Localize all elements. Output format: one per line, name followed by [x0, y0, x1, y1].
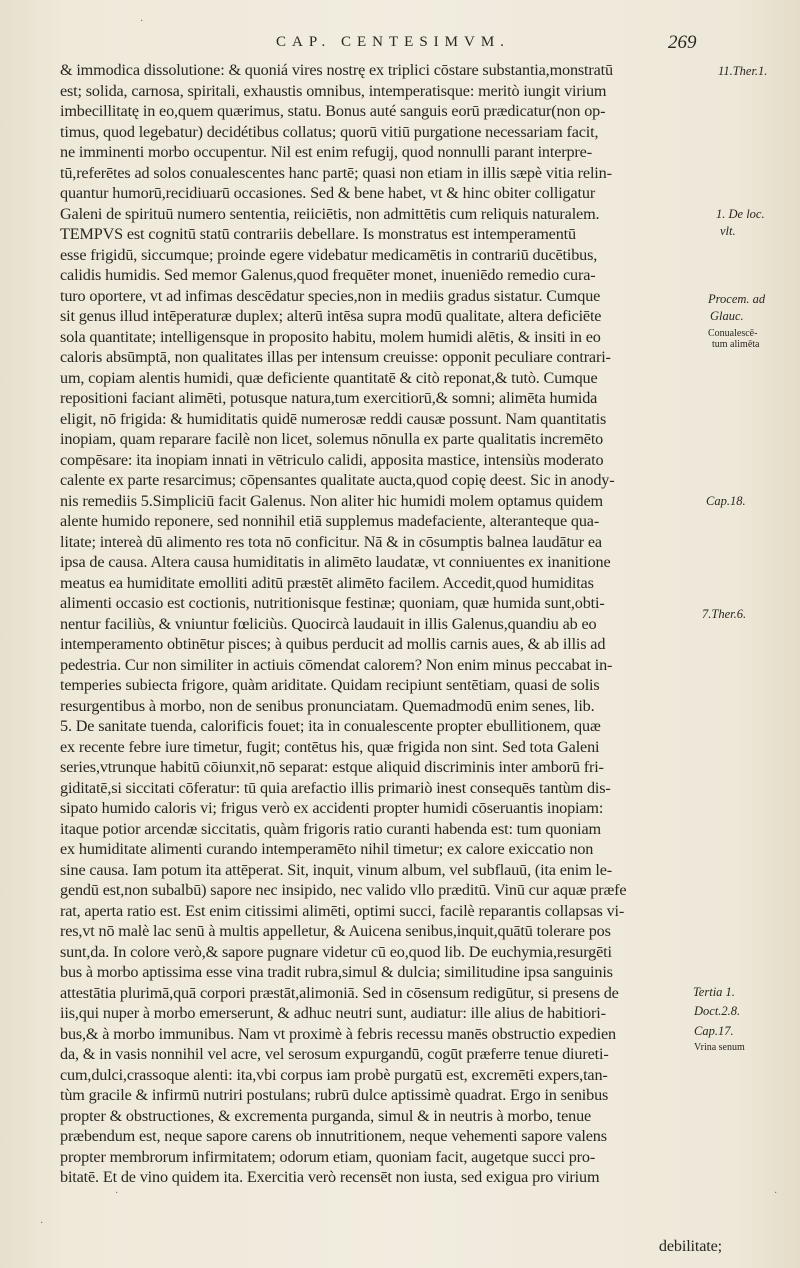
text-line: attestātia plurimā,quā corpori præstāt,alimoniā. Sed in cōsensum redigūtur, si presens de [60, 983, 619, 1002]
text-line: eligit, nō frigida: & humiditatis quidē numerosæ reddi causæ possunt. Nam quantitatis [60, 409, 607, 428]
text-line: litate; intereà dū alimento res tota nō conficitur. Nā & in cōsumptis balnea laudātur ea [60, 532, 602, 551]
text-line: calidis humidis. Sed memor Galenus,quod frequēter monet, inueniēdo remedio cura- [60, 266, 596, 284]
body-text [60, 60, 710, 1188]
text-line: TEMPVS est cognitū statū contrariis debellare. Is monstratus est intemperamentū [60, 225, 576, 243]
text-line: esse frigidū, siccumque; proinde egere videbatur medicamētis in contrariū ducētibus, [60, 245, 598, 264]
text-line: ne imminenti morbo occupentur. Nil est enim refugij, quod nonnulli parant interpre- [60, 143, 592, 161]
margin-note: Tertia 1. [693, 985, 735, 999]
page-header [0, 34, 800, 58]
text-line: series,vtrunque habitū cōiunxit,nō separat: estque aliquid discriminis inter amborū fri- [60, 758, 604, 776]
text-line: caloris absūmptā, non qualitates illas per intensum creuisse: opponit peculiare contrari- [60, 348, 611, 366]
ink-speck: · [115, 1188, 119, 1199]
text-line: ex humiditate alimenti curando intemperamēto nihil timetur; ex calore exiccatio non [60, 840, 594, 858]
text-line: alente humido reponere, sed nonnihil etiā supplemus madefaciente, alteranteque qua- [60, 512, 600, 530]
text-line: sola quantitate; intelligensque in proposito habitu, molem humidi alētis, & insiti in eo [60, 327, 601, 346]
margin-note: tum alimēta [712, 339, 760, 350]
text-line: 5. De sanitate tuenda, calorificis fouet; ita in conualescente propter ebullitionem, quæ [60, 717, 601, 735]
catchword: debilitate; [658, 1237, 722, 1255]
text-line: turo oportere, vt ad infimas descēdatur species,non in mediis gradus sistatur. Cumque [60, 286, 601, 305]
text-line: alimenti occasio est coctionis, nutritionisque festinæ; quoniam, quæ humida sunt,obti- [60, 594, 605, 612]
text-line: itaque potior arcendæ siccitatis, quàm frigoris ratio curanti habenda est: tum quoniam [60, 819, 601, 838]
text-line: gendū est,non subalbū) sapore nec insipido, nec valido vllo præditū. Vinū cur aquæ præfe [60, 881, 627, 899]
margin-note: 7.Ther.6. [702, 607, 747, 621]
text-line: præbendum est, neque sapore carens ob innutritionem, neque vehementi sapore valens [60, 1127, 607, 1145]
running-head: CAP. CENTESIMVM. [276, 34, 510, 50]
text-line: ipsa de causa. Altera causa humiditatis in alimēto laudatæ, vt conniuentes ex inanitione [60, 553, 611, 571]
text-line: quantur humorū,recidiuarū occasiones. Sed & bene habet, vt & hinc obiter colligatur [60, 184, 596, 202]
text-line: bus,& à morbo immunibus. Nam vt proximè à febris recessu manēs obstructio expedien [60, 1024, 616, 1043]
text-line: timus, quod legebatur) decidétibus collatus; quorū vitiū purgatione necessariam facit, [60, 122, 599, 141]
text-line: Galeni de spirituū numero sententia, reiiciētis, non admittētis cum reliquis naturalem. [60, 204, 600, 223]
text-line: um, copiam alentis humidi, quæ deficiente quantitatē & citò reponat,& tutò. Cumque [60, 368, 598, 387]
text-line: meatus ea humiditate emolliti aditū præstēt alimēto facilem. Accedit,quod humiditas [60, 573, 594, 592]
margin-note: Glauc. [710, 309, 744, 323]
text-line: intemperamento obtinētur pisces; à quibus perducit ad mollis carnis aues, & ab illis ad [60, 635, 606, 653]
margin-note: Cap.18. [706, 494, 746, 508]
text-line: rat, aperta ratio est. Est enim citissimi alimēti, optimi succi, facilè reparantis collapsas vi- [60, 901, 625, 920]
margin-note: Doct.2.8. [694, 1004, 741, 1018]
text-line: sine causa. Iam potum ita attēperat. Sit, inquit, vinum album, vel subflauū, (ita enim le- [60, 860, 613, 879]
text-line: resurgentibus à morbo, non de senibus pronunciatam. Quemadmodū enim senes, lib. [60, 696, 595, 715]
text-line: nentur faciliùs, & vniuntur fœliciùs. Quocircà laudauit in illis Galenus,quandiu ab eo [60, 614, 597, 633]
text-line: temperies subiecta frigore, quàm ariditate. Quidam recipiunt sentētiam, quasi de solis [60, 676, 600, 694]
text-line: ex recente febre iure timetur, fugit; contētus his, quæ frigida non sint. Sed tota Galeni [60, 737, 600, 756]
text-line: tùm gracile & infirmū nutriri postulans; rubrū dulce aptissimè quadrat. Ergo in senibus [60, 1086, 609, 1104]
text-line: propter membrorum infirmitatem; odorum etiam, quoniam facit, augetque succi pro- [60, 1147, 596, 1166]
margin-note: Conualescē- [708, 328, 758, 339]
text-line: da, & in vasis nonnihil vel acre, vel serosum expurgandū, cogūt præferre tenue diureti- [60, 1045, 609, 1063]
margin-note: 11.Ther.1. [718, 64, 768, 78]
text-line: compēsare: ita inopiam innati in vētriculo calidi, apposita mastice, intensiùs moderato [60, 450, 604, 469]
ink-speck: · [774, 1188, 778, 1199]
margin-note: 1. De loc. [716, 207, 765, 221]
text-line: inopiam, quam reparare facilè non licet, solemus nōnulla ex parte qualitatis incremēto [60, 430, 604, 448]
text-line: iis,qui nuper à morbo emerserunt, & adhuc neutri sunt, audiatur: ille alius de habitiori- [60, 1004, 606, 1022]
margin-note: vlt. [720, 224, 736, 238]
text-line: pedestria. Cur non similiter in actiuis cōmendat calorem? Non enim minus peccabat in- [60, 655, 613, 674]
text-line: bitatē. Et de vino quidem ita. Exercitia verò recensēt non iusta, sed exigua pro virium [60, 1168, 600, 1186]
text-line: bus à morbo aptissima esse vina tradit rubra,simul & dulcia; similitudine ipsa sanguinis [60, 963, 613, 981]
text-line: sunt,da. In colore verò,& sapore pugnare videtur cū eo,quod lib. De euchymia,resurgēti [60, 942, 612, 961]
margin-note: Vrina senum [694, 1042, 745, 1053]
text-line: propter & obstructiones, & excrementa purganda, simul & in neutris à morbo, tenue [60, 1106, 592, 1125]
text-line: res,vt nō malè lac senū à multis appelletur, & Auicena senibus,inquit,quātū tolerare pos [60, 922, 611, 940]
text-line: giditatē,si siccitati cōferatur: tū quia arefactio illis primariò inest consequēs tantùm dis- [60, 778, 611, 797]
text-line: repositioni faciant alimēti, potusque natura,tum exercitiorū,& somni; alimēta humida [60, 389, 598, 407]
text-line: cum,dulci,crassoque alenti: ita,vbi corpus iam probè purgatū est, excremēti expers,tan- [60, 1065, 608, 1084]
ink-speck: · [40, 1218, 44, 1229]
text-line: imbecillitatę in eo,quem quærimus, statu. Bonus auté sanguis eorū prædicatur(non op- [60, 102, 606, 120]
text-line: nis remediis 5.Simpliciū facit Galenus. Non aliter hic humidi molem optamus quidem [60, 491, 603, 510]
text-line: calente ex parte resarcimus; cōpensantes qualitate aucta,quod copię deest. Sic in anody- [60, 471, 615, 489]
margin-note: Procem. ad [708, 292, 766, 306]
page-number: 269 [668, 32, 697, 53]
text-line: tū,referētes ad solos conualescentes hanc partē; quasi non etiam in illis sæpè vitia relin- [60, 163, 612, 182]
ink-speck: · [140, 16, 144, 27]
margin-note: Cap.17. [694, 1024, 734, 1038]
text-line: & immodica dissolutione: & quoniá vires nostrę ex triplici cōstare substantia,monstratū [60, 61, 613, 79]
text-line: sipato humido caloris vi; frigus verò ex accidenti propter humidi cōseruantis inopiam: [60, 799, 604, 817]
text-line: est; solida, carnosa, spiritali, exhaustis omnibus, intemperatisque: meritò iungit virium [60, 81, 607, 100]
text-line: sit genus illud intēperaturæ duplex; alterū intēsa supra modū qualitate, altera deficiēte [60, 307, 602, 325]
